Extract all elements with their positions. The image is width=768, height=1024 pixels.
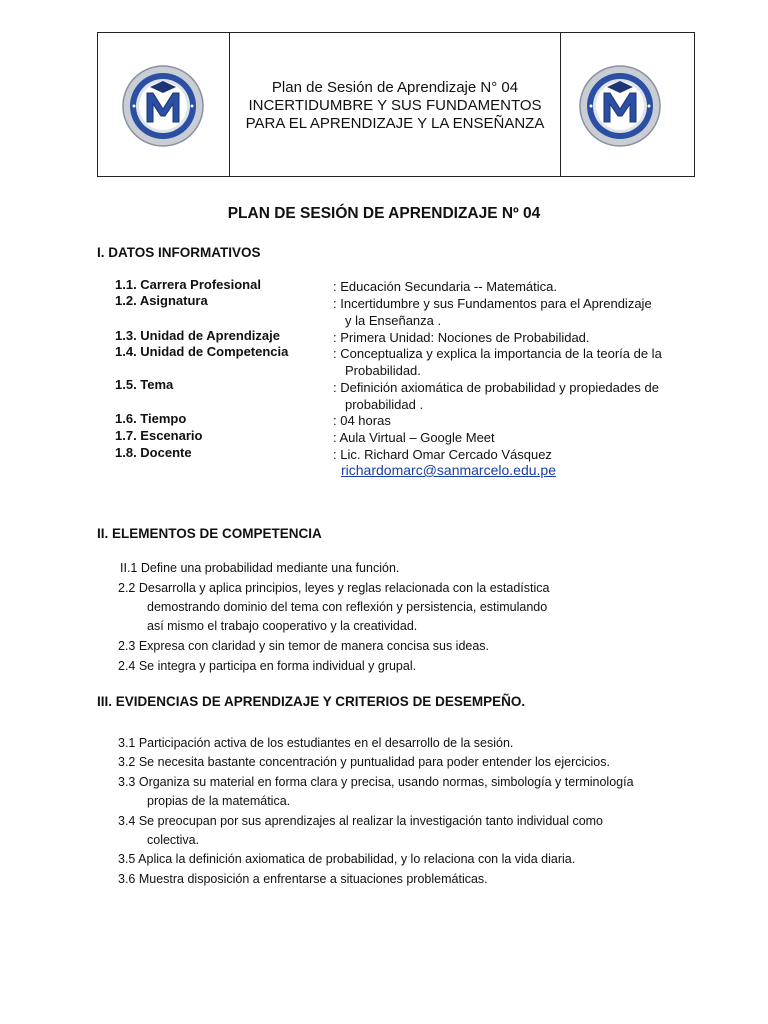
list-item: II.1 Define una probabilidad mediante una función. — [120, 561, 400, 575]
list-item: 3.6 Muestra disposición a enfrentarse a situaciones problemáticas. — [118, 872, 488, 886]
header-title-line3: PARA EL APRENDIZAJE Y LA ENSEÑANZA — [245, 115, 545, 132]
info-label: 1.1. Carrera Profesional — [115, 277, 261, 292]
info-label: 1.7. Escenario — [115, 428, 203, 443]
info-value: : 04 horas — [333, 413, 391, 428]
list-item: 2.2 Desarrolla y aplica principios, leyes y reglas relacionada con la estadística demostrando dominio del tema con reflexión y persistencia, estimulando así mismo el trabajo cooperativo y la creatividad. — [118, 581, 550, 633]
info-value: : Aula Virtual – Google Meet — [333, 430, 495, 445]
list-item: 3.4 Se preocupan por sus aprendizajes al realizar la investigación tanto individual como colectiva. — [118, 814, 604, 847]
section-3-heading: III. EVIDENCIAS DE APRENDIZAJE Y CRITERIOS DE DESEMPEÑO. — [97, 694, 526, 709]
list-item: 3.1 Participación activa de los estudiantes en el desarrollo de la sesión. — [118, 736, 514, 750]
header-title — [230, 79, 560, 133]
header-box — [97, 32, 695, 177]
info-value: : Lic. Richard Omar Cercado Vásquez — [333, 447, 552, 462]
list-item: 3.2 Se necesita bastante concentración y puntualidad para poder entender los ejercicios. — [118, 755, 610, 769]
info-label: 1.2. Asignatura — [115, 293, 208, 308]
header-title-line2: INCERTIDUMBRE Y SUS FUNDAMENTOS — [248, 97, 542, 114]
header-title-line1: Plan de Sesión de Aprendizaje N° 04 — [271, 79, 519, 96]
document-title: PLAN DE SESIÓN DE APRENDIZAJE Nº 04 — [227, 205, 541, 222]
list-item: 2.4 Se integra y participa en forma individual y grupal. — [118, 659, 417, 673]
info-label: 1.8. Docente — [115, 445, 192, 460]
header-divider — [560, 33, 561, 176]
info-label: 1.5. Tema — [115, 377, 174, 392]
info-label: 1.4. Unidad de Competencia — [115, 344, 289, 359]
list-item: 3.3 Organiza su material en forma clara y precisa, usando normas, simbología y terminología propias de la matemática. — [118, 775, 634, 808]
teacher-email-link[interactable]: richardomarc@sanmarcelo.edu.pe — [341, 462, 556, 478]
info-label: 1.6. Tiempo — [115, 411, 187, 426]
info-value: : Definición axiomática de probabilidad y propiedades de probabilidad . — [333, 380, 659, 412]
info-value: : Conceptualiza y explica la importancia de la teoría de la Probabilidad. — [333, 346, 662, 378]
section-1-heading: I. DATOS INFORMATIVOS — [97, 245, 261, 260]
section-2-heading: II. ELEMENTOS DE COMPETENCIA — [97, 526, 322, 541]
institute-logo-icon — [122, 65, 204, 147]
list-item: 2.3 Expresa con claridad y sin temor de manera concisa sus ideas. — [118, 639, 490, 653]
info-value: : Incertidumbre y sus Fundamentos para el Aprendizaje y la Enseñanza . — [333, 296, 652, 328]
list-item: 3.5 Aplica la definición axiomatica de probabilidad, y lo relaciona con la vida diaria. — [118, 852, 576, 866]
info-value: : Educación Secundaria -- Matemática. — [333, 279, 557, 294]
info-label: 1.3. Unidad de Aprendizaje — [115, 328, 280, 343]
info-value: : Primera Unidad: Nociones de Probabilidad. — [333, 330, 590, 345]
institute-logo-icon — [579, 65, 661, 147]
